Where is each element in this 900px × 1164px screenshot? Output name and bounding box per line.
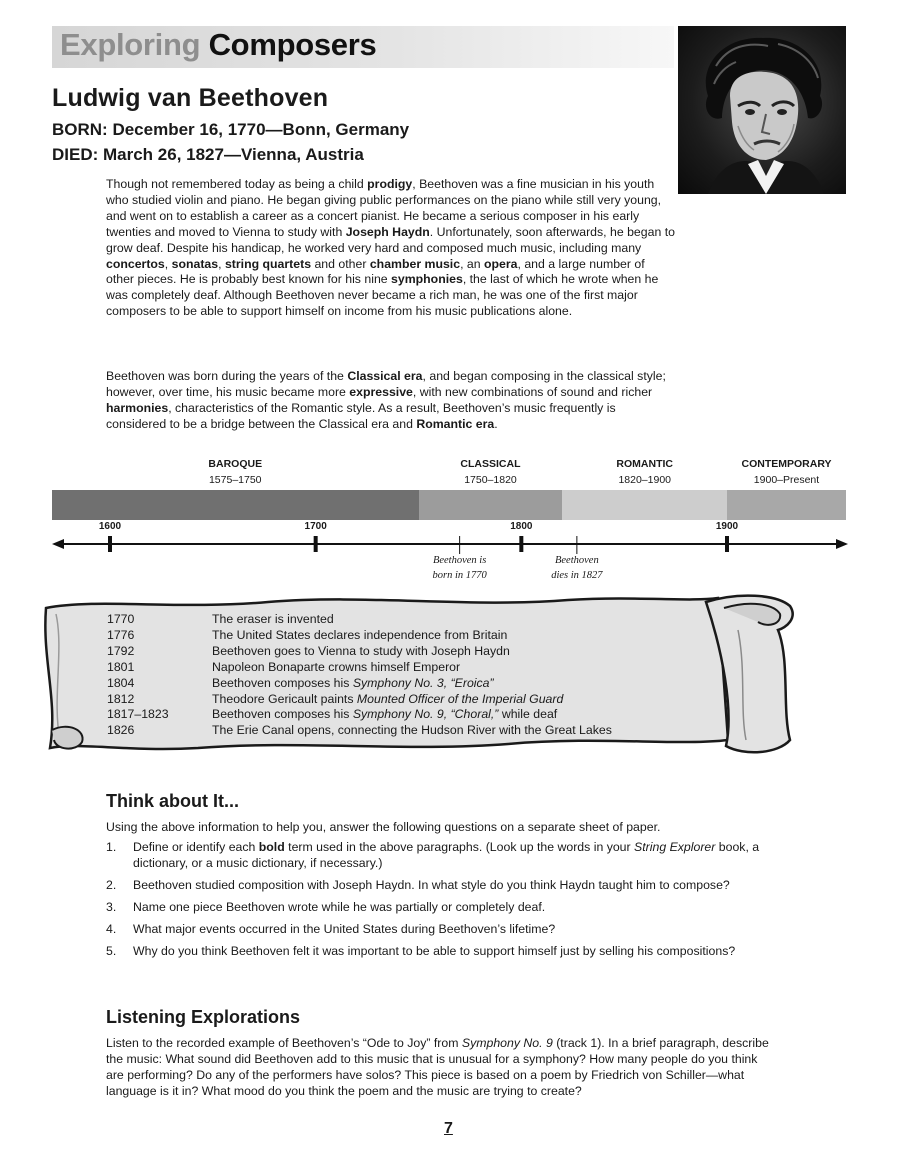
event-text: Beethoven goes to Vienna to study with Joseph Haydn bbox=[212, 643, 510, 658]
era-range: 1900–Present bbox=[753, 474, 820, 486]
question-number: 2. bbox=[106, 877, 117, 892]
bold-term: string quartets bbox=[224, 256, 312, 271]
bold-term: sonatas bbox=[171, 256, 219, 271]
era-label: BAROQUE bbox=[208, 458, 263, 470]
bold-term: Classical era bbox=[347, 369, 423, 383]
composer-name: Ludwig van Beethoven bbox=[52, 84, 329, 112]
right-arrow-icon bbox=[836, 539, 848, 549]
era-bar-baroque bbox=[52, 490, 419, 520]
bold-term: harmonies bbox=[106, 400, 169, 415]
died-line: DIED: March 26, 1827—Vienna, Austria bbox=[52, 145, 364, 164]
listening-paragraph: Listen to the recorded example of Beethoven’s “Ode to Joy” from Symphony No. 9 (track 1). In a brief paragraph, describe the music: What sound did Beethoven add to this music that is unusual for a symphony? How many people do you think are performing? Do any of the performers have solos? This piece is based on a poem by Friedrich von Schiller—what language is it in? What mood do you think the poem and the music are trying to create? bbox=[106, 1036, 769, 1098]
question-number: 3. bbox=[106, 899, 117, 914]
event-note-line: born in 1770 bbox=[432, 570, 487, 581]
italic-title: Symphony No. 9 bbox=[461, 1036, 553, 1050]
page-title bbox=[60, 27, 376, 63]
question-text: Name one piece Beethoven wrote while he was partially or completely deaf. bbox=[133, 899, 546, 914]
era-range: 1750–1820 bbox=[464, 474, 517, 486]
event-text: The eraser is invented bbox=[212, 612, 334, 626]
question-number: 5. bbox=[106, 943, 117, 958]
question-text: What major events occurred in the United States during Beethoven’s lifetime? bbox=[133, 921, 556, 936]
event-year: 1776 bbox=[107, 627, 135, 642]
beethoven-portrait-image bbox=[678, 26, 846, 194]
event-text: The United States declares independence from Britain bbox=[212, 627, 508, 642]
axis-tick bbox=[725, 536, 729, 552]
event-row bbox=[107, 644, 612, 660]
portrait-drawing bbox=[678, 26, 846, 194]
bold-term: bold bbox=[258, 840, 285, 854]
bold-term: Romantic era bbox=[416, 416, 495, 431]
question-item bbox=[106, 900, 796, 916]
event-note-line: Beethoven bbox=[554, 555, 599, 566]
event-note-line: dies in 1827 bbox=[551, 570, 603, 581]
bold-term: Joseph Haydn bbox=[345, 224, 430, 239]
event-row bbox=[107, 660, 612, 676]
axis-year-label: 1700 bbox=[304, 521, 327, 532]
bold-term: concertos bbox=[106, 256, 165, 271]
event-row bbox=[107, 628, 612, 644]
axis-year-label: 1800 bbox=[510, 521, 533, 532]
era-label: CLASSICAL bbox=[460, 458, 521, 470]
left-arrow-icon bbox=[52, 539, 64, 549]
era-bar-romantic bbox=[562, 490, 727, 520]
event-year: 1770 bbox=[107, 612, 135, 626]
era-bar-classical bbox=[419, 490, 563, 520]
question-number: 4. bbox=[106, 921, 117, 936]
think-intro: Using the above information to help you, answer the following questions on a separate sheet of paper. bbox=[106, 820, 661, 834]
question-item bbox=[106, 840, 796, 872]
born-line: BORN: December 16, 1770—Bonn, Germany bbox=[52, 120, 410, 139]
question-number: 1. bbox=[106, 840, 117, 854]
era-label: CONTEMPORARY bbox=[741, 458, 832, 470]
event-note-line: Beethoven is bbox=[432, 555, 487, 566]
bold-term: symphonies bbox=[391, 272, 463, 287]
italic-title: Mounted Officer of the Imperial Guard bbox=[356, 691, 564, 706]
era-range: 1575–1750 bbox=[208, 474, 262, 486]
event-year: 1826 bbox=[107, 723, 135, 738]
event-text: Beethoven composes his Symphony No. 9, “Choral,” while deaf bbox=[212, 707, 558, 722]
question-item bbox=[106, 878, 796, 894]
event-text: Theodore Gericault paints Mounted Officer of the Imperial Guard bbox=[212, 691, 564, 706]
questions-list bbox=[106, 840, 796, 965]
italic-title: Symphony No. 3, “Eroica” bbox=[352, 675, 494, 690]
era-range: 1820–1900 bbox=[618, 474, 671, 486]
event-year: 1817–1823 bbox=[107, 707, 169, 722]
era-bar-contemporary bbox=[727, 490, 846, 520]
bold-term: expressive bbox=[349, 384, 413, 399]
event-row bbox=[107, 612, 612, 628]
event-year: 1801 bbox=[107, 659, 135, 674]
event-text: Napoleon Bonaparte crowns himself Emperor bbox=[212, 659, 461, 674]
page-number: 7 bbox=[444, 1120, 453, 1137]
axis-tick bbox=[314, 536, 318, 552]
axis-tick bbox=[108, 536, 112, 552]
italic-title: String Explorer bbox=[634, 840, 716, 854]
event-text: Beethoven composes his Symphony No. 3, “Eroica” bbox=[212, 675, 494, 690]
biography-paragraph: Though not remembered today as being a child prodigy, Beethoven was a fine musician in his youth who studied violin and piano. He began giving public performances on the piano while still very young, and went on to establish a career as a concert pianist. He became a serious composer in his early twenties and moved to Vienna to study with Joseph Haydn. Unfortunately, soon afterwards, he began to grow deaf. Despite his handicap, he worked very hard and composed much music, including many concertos, sonatas, string quartets and other chamber music, an opera, and a large number of other pieces. He is probably best known for his nine symphonies, the last of which he wrote when he was completely deaf. Although Beethoven never became a rich man, he was one of the first major composers to be able to support himself on income from his music publications alone. bbox=[106, 177, 675, 319]
page-title-light: Exploring bbox=[60, 27, 201, 62]
event-year: 1804 bbox=[107, 675, 135, 690]
page-title-dark: Composers bbox=[208, 27, 377, 62]
question-item bbox=[106, 944, 796, 960]
question-text: Beethoven studied composition with Joseph Haydn. In what style do you think Haydn taught him to compose? bbox=[133, 877, 730, 892]
axis-year-label: 1900 bbox=[715, 521, 739, 532]
axis-year-label: 1600 bbox=[98, 521, 122, 532]
bold-term: chamber music bbox=[369, 256, 461, 271]
style-paragraph: Beethoven was born during the years of the Classical era, and began composing in the classical style; however, over time, his music became more expressive, with new combinations of sound and richer harmonies, characteristics of the Romantic style. As a result, Beethoven’s music frequently is considered to be a bridge between the Classical era and Romantic era. bbox=[106, 369, 666, 431]
think-section-title: Think about It... bbox=[106, 791, 239, 811]
event-row bbox=[107, 692, 612, 708]
bold-term: prodigy bbox=[367, 177, 413, 191]
event-row bbox=[107, 676, 612, 692]
event-year: 1812 bbox=[107, 691, 135, 706]
timeline-axis bbox=[0, 518, 900, 558]
event-year: 1792 bbox=[107, 643, 135, 658]
axis-tick bbox=[519, 536, 523, 552]
event-row bbox=[107, 707, 612, 723]
listening-section-title: Listening Explorations bbox=[106, 1007, 301, 1027]
italic-title: Symphony No. 9, “Choral,” bbox=[352, 707, 499, 722]
question-item bbox=[106, 922, 796, 938]
bold-term: opera bbox=[484, 256, 518, 271]
question-text: Define or identify each bold term used in the above paragraphs. (Look up the words in your String Explorer book, a dictionary, or a music dictionary, if necessary.) bbox=[133, 840, 760, 870]
events-list bbox=[107, 612, 612, 739]
era-label: ROMANTIC bbox=[616, 458, 674, 470]
question-text: Why do you think Beethoven felt it was important to be able to support himself just by selling his compositions? bbox=[133, 943, 736, 958]
event-text: The Erie Canal opens, connecting the Hudson River with the Great Lakes bbox=[212, 723, 612, 738]
event-row bbox=[107, 723, 612, 739]
